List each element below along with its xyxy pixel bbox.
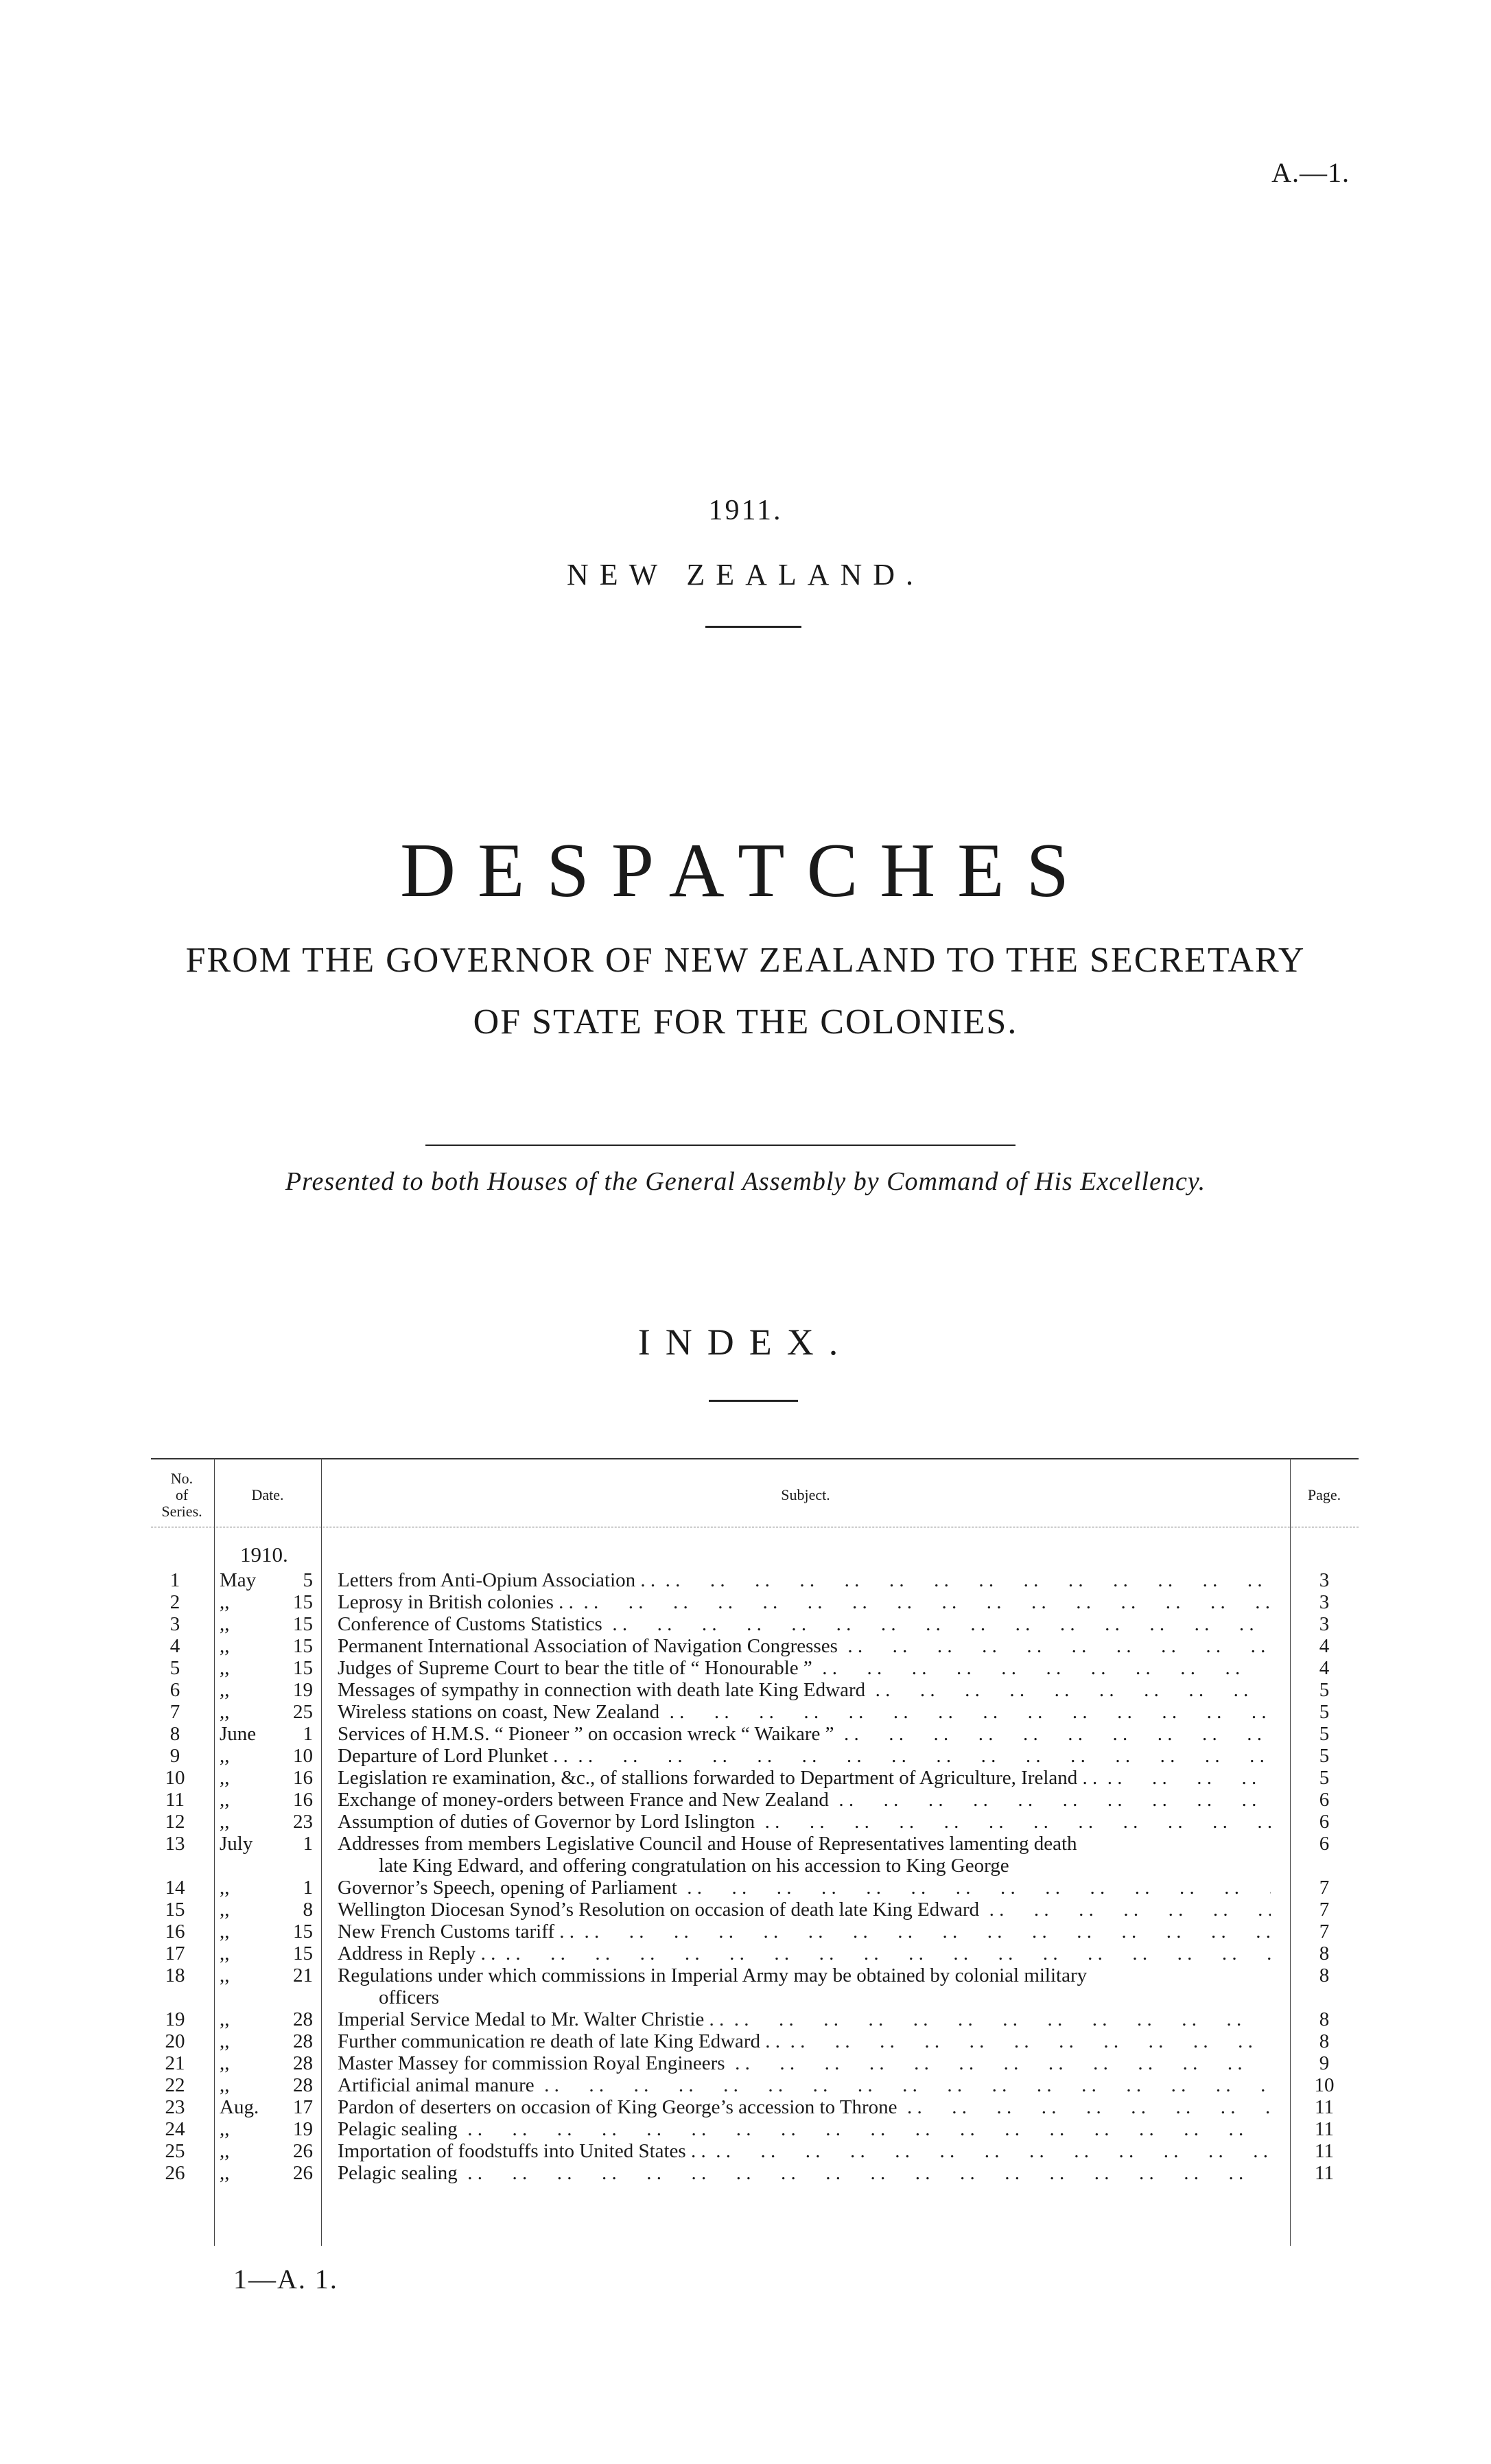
subject-text: Further communication re death of late King Edward . . . . [338,2030,1271,2052]
date-month: ,, [220,1943,230,1964]
table-row [151,1569,1359,1591]
series-number: 14 [165,1877,185,1899]
year-label: 1910. [240,1542,288,1567]
header-page: Page. [1307,1486,1341,1503]
subject-text: Judges of Supreme Court to bear the title of “ Honourable ” . . [338,1657,1271,1679]
page-number: 3 [1319,1613,1330,1635]
table-row [151,1767,1359,1789]
date-month: ,, [220,1921,230,1943]
date-day: 28 [293,2008,313,2030]
subject-text: Assumption of duties of Governor by Lord Islington . . [338,1811,1271,1833]
date-month: ,, [220,1657,230,1679]
date-month: ,, [220,1679,230,1701]
date-day: 8 [303,1899,313,1921]
table-row [151,1877,1359,1899]
page-number: 11 [1315,2118,1334,2140]
date-month: ,, [220,1591,230,1613]
table-top-rule [151,1458,1359,1459]
date-month: ,, [220,2052,230,2074]
series-number: 3 [169,1613,180,1635]
table-row [151,2118,1359,2140]
header-subject: Subject. [781,1486,830,1503]
subject-text: Wireless stations on coast, New Zealand . . [338,1701,1271,1723]
page-number: 5 [1319,1679,1330,1701]
date-day: 26 [293,2140,313,2162]
series-number: 4 [169,1635,180,1657]
table-row [151,1679,1359,1701]
date-month: July [220,1833,253,1855]
date-month: ,, [220,2008,230,2030]
subject-text: Master Massey for commission Royal Engineers . . [338,2052,1271,2074]
presentation-note: Presented to both Houses of the General Assembly by Command of His Excellency. [285,1167,1206,1196]
page-number: 3 [1319,1569,1330,1591]
table-row [151,1964,1359,2008]
page-number: 6 [1319,1789,1330,1811]
subject-text: Pardon of deserters on occasion of King George’s accession to Throne . . [338,2096,1271,2118]
date-month: ,, [220,2162,230,2184]
series-number: 21 [165,2052,185,2074]
page-number: 8 [1319,1943,1330,1964]
subject-text: Conference of Customs Statistics . . [338,1613,1271,1635]
series-number: 1 [169,1569,180,1591]
page-number: 5 [1319,1767,1330,1789]
date-day: 16 [293,1789,313,1811]
series-number: 25 [165,2140,185,2162]
subject-continuation: officers [379,1986,440,2008]
page-reference: A.—1. [1271,157,1350,188]
date-month: ,, [220,1767,230,1789]
series-number: 6 [169,1679,180,1701]
table-row [151,1943,1359,1964]
date-day: 1 [303,1833,313,1855]
date-day: 28 [293,2030,313,2052]
table-row [151,2008,1359,2030]
date-day: 1 [303,1723,313,1745]
subject-text: Messages of sympathy in connection with death late King Edward . . [338,1679,1271,1701]
page-number: 5 [1319,1745,1330,1767]
series-number: 2 [169,1591,180,1613]
divider [425,1145,1015,1146]
table-row [151,1657,1359,1679]
page-number: 3 [1319,1591,1330,1613]
table-row [151,2030,1359,2052]
date-day: 15 [293,1635,313,1657]
page-number: 7 [1319,1899,1330,1921]
divider [705,626,801,628]
table-row [151,1833,1359,1877]
series-number: 19 [165,2008,185,2030]
date-month: ,, [220,1877,230,1899]
subject-text: Imperial Service Medal to Mr. Walter Christie . . . . [338,2008,1271,2030]
date-month: May [220,1569,257,1591]
date-month: ,, [220,1964,230,1986]
date-day: 5 [303,1569,313,1591]
subject-text: Wellington Diocesan Synod’s Resolution on occasion of death late King Edward . . [338,1899,1271,1921]
page-number: 8 [1319,2008,1330,2030]
date-month: ,, [220,1745,230,1767]
subject-text: Importation of foodstuffs into United States . . . . [338,2140,1271,2162]
page-number: 5 [1319,1723,1330,1745]
date-day: 26 [293,2162,313,2184]
date-day: 17 [293,2096,313,2118]
page-number: 6 [1319,1833,1330,1855]
date-day: 15 [293,1657,313,1679]
series-number: 20 [165,2030,185,2052]
date-day: 23 [293,1811,313,1833]
date-day: 25 [293,1701,313,1723]
page-number: 6 [1319,1811,1330,1833]
subject-text: Exchange of money-orders between France and New Zealand . . [338,1789,1271,1811]
table-row [151,2096,1359,2118]
subject-text: Artificial animal manure . . [338,2074,1271,2096]
subtitle-line-2: OF STATE FOR THE COLONIES. [473,1002,1018,1042]
subtitle-line-1: FROM THE GOVERNOR OF NEW ZEALAND TO THE SECRETARY [185,941,1306,980]
subject-text: New French Customs tariff . . . . [338,1921,1271,1943]
table-row [151,2052,1359,2074]
date-day: 28 [293,2074,313,2096]
table-row [151,1613,1359,1635]
table-row [151,1591,1359,1613]
table-row [151,1701,1359,1723]
table-row [151,1789,1359,1811]
subject-text: Addresses from members Legislative Council and House of Representatives lamenting death [338,1833,1077,1855]
table-row [151,2140,1359,2162]
table-row [151,1723,1359,1745]
series-number: 10 [165,1767,185,1789]
table-row [151,1921,1359,1943]
table-row [151,1745,1359,1767]
date-day: 15 [293,1591,313,1613]
date-day: 16 [293,1767,313,1789]
sheet-reference: 1—A. 1. [233,2264,338,2295]
subject-text: Services of H.M.S. “ Pioneer ” on occasion wreck “ Waikare ” . . [338,1723,1271,1745]
date-month: ,, [220,1811,230,1833]
date-month: Aug. [220,2096,259,2118]
country-heading: NEW ZEALAND. [566,558,925,591]
series-number: 9 [169,1745,180,1767]
index-heading: INDEX. [637,1322,854,1363]
date-day: 15 [293,1921,313,1943]
subject-text: Leprosy in British colonies . . . . [338,1591,1271,1613]
series-number: 12 [165,1811,185,1833]
series-number: 13 [165,1833,185,1855]
index-table [151,1458,1359,2246]
page-number: 7 [1319,1921,1330,1943]
page-number: 8 [1319,2030,1330,2052]
subject-text: Permanent International Association of Navigation Congresses . . [338,1635,1271,1657]
page-number: 11 [1315,2096,1334,2118]
date-day: 15 [293,1943,313,1964]
page-number: 11 [1315,2162,1334,2184]
series-number: 5 [169,1657,180,1679]
page-number: 11 [1315,2140,1334,2162]
date-month: June [220,1723,257,1745]
subject-text: Pelagic sealing . . [338,2118,1271,2140]
subject-text: Address in Reply . . . . [338,1943,1271,1964]
series-number: 17 [165,1943,185,1964]
subject-text: Departure of Lord Plunket . . . . [338,1745,1271,1767]
series-number: 11 [165,1789,185,1811]
page-number: 10 [1314,2074,1335,2096]
table-rows [151,1569,1359,2184]
page-number: 7 [1319,1877,1330,1899]
date-month: ,, [220,1701,230,1723]
date-day: 21 [293,1964,313,1986]
subject-text: Governor’s Speech, opening of Parliament . . [338,1877,1271,1899]
date-month: ,, [220,2074,230,2096]
date-day: 28 [293,2052,313,2074]
series-number: 16 [165,1921,185,1943]
header-date: Date. [251,1486,284,1503]
header-no-of-series: No. of Series. [161,1470,202,1520]
subject-text: Pelagic sealing . . [338,2162,1271,2184]
subject-continuation: late King Edward, and offering congratulation on his accession to King George [379,1855,1009,1877]
table-row [151,1635,1359,1657]
date-month: ,, [220,2030,230,2052]
subject-text: Letters from Anti-Opium Association . . . . [338,1569,1271,1591]
date-day: 19 [293,2118,313,2140]
page-number: 4 [1319,1657,1330,1679]
date-day: 1 [303,1877,313,1899]
page-number: 5 [1319,1701,1330,1723]
divider [709,1400,798,1402]
date-day: 10 [293,1745,313,1767]
date-month: ,, [220,1613,230,1635]
page-number: 4 [1319,1635,1330,1657]
series-number: 26 [165,2162,185,2184]
series-number: 23 [165,2096,185,2118]
series-number: 7 [169,1701,180,1723]
date-month: ,, [220,1899,230,1921]
date-month: ,, [220,2140,230,2162]
document-title: DESPATCHES [400,828,1091,913]
date-day: 19 [293,1679,313,1701]
series-number: 22 [165,2074,185,2096]
date-month: ,, [220,1789,230,1811]
table-row [151,2074,1359,2096]
series-number: 15 [165,1899,185,1921]
date-day: 15 [293,1613,313,1635]
series-number: 18 [165,1964,185,1986]
publication-year: 1911. [708,495,783,526]
table-row [151,1811,1359,1833]
table-row [151,1899,1359,1921]
subject-text: Legislation re examination, &c., of stallions forwarded to Department of Agriculture, Ireland . . . . [338,1767,1271,1789]
date-month: ,, [220,1635,230,1657]
series-number: 24 [165,2118,185,2140]
series-number: 8 [169,1723,180,1745]
subject-text: Regulations under which commissions in Imperial Army may be obtained by colonial military [338,1964,1088,1986]
page-number: 9 [1319,2052,1330,2074]
date-month: ,, [220,2118,230,2140]
table-row [151,2162,1359,2184]
page-number: 8 [1319,1964,1330,1986]
